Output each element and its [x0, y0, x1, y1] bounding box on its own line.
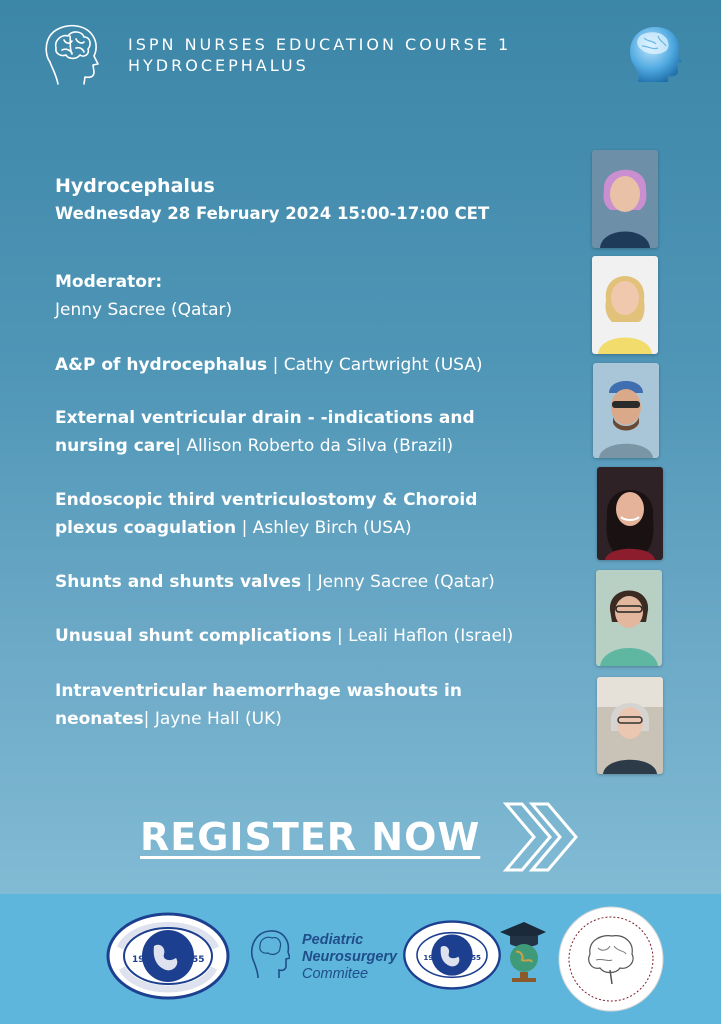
agenda-item: [55, 622, 575, 650]
event-date: Wednesday 28 February 2024 15:00-17:00 CET: [55, 204, 490, 223]
speaker-photo: [596, 570, 662, 666]
course-title: [128, 34, 511, 76]
speaker-photo: [592, 150, 658, 248]
agenda-item: [55, 404, 525, 460]
talk-speaker: Ashley Birch (USA): [252, 518, 412, 538]
wfns-logo: [106, 912, 230, 1000]
svg-text:19: 19: [423, 952, 434, 962]
pnc-line3: Commitee: [302, 966, 369, 982]
pnc-logo-text: [302, 932, 397, 983]
course-title-line2: HYDROCEPHALUS: [128, 56, 309, 75]
talk-topic: Unusual shunt complications: [55, 626, 332, 646]
svg-text:55: 55: [471, 952, 482, 962]
talk-topic: A&P of hydrocephalus: [55, 355, 268, 375]
speaker-photo: [593, 363, 659, 458]
moderator-name: Jenny Sacree (Qatar): [55, 300, 233, 320]
agenda-item: [55, 568, 575, 596]
pnc-line1: Pediatric: [302, 932, 364, 948]
talk-separator: |: [175, 436, 187, 456]
talk-topic: External ventricular drain - -indications and nursing care: [55, 408, 475, 456]
double-chevron-right-icon[interactable]: [502, 800, 584, 874]
pnc-head-icon: [246, 926, 290, 982]
talk-topic: Shunts and shunts valves: [55, 572, 302, 592]
talk-topic: Intraventricular haemorrhage washouts in neonates: [55, 681, 462, 729]
moderator-block: [55, 268, 575, 324]
talk-separator: |: [143, 709, 155, 729]
agenda-item: [55, 677, 495, 733]
talk-speaker: Cathy Cartwright (USA): [283, 355, 483, 375]
talk-separator: |: [331, 626, 349, 646]
graduation-globe-icon: [496, 918, 548, 984]
brain-head-3d-icon: [622, 22, 684, 84]
pnc-line2: Neurosurgery: [302, 949, 398, 965]
svg-text:55: 55: [192, 955, 205, 965]
brain-head-outline-icon: [40, 22, 102, 86]
talk-speaker: Leali Haflon (Israel): [348, 626, 514, 646]
talk-speaker: Allison Roberto da Silva (Brazil): [186, 436, 454, 456]
talk-separator: |: [267, 355, 284, 375]
footer-logos: [0, 894, 721, 1024]
svg-text:19: 19: [132, 955, 145, 965]
agenda-item: [55, 351, 575, 379]
event-title: Hydrocephalus: [55, 175, 215, 197]
speaker-photo: [597, 677, 663, 774]
talk-speaker: Jayne Hall (UK): [154, 709, 282, 729]
moderator-label: Moderator:: [55, 272, 163, 292]
talk-separator: |: [236, 518, 253, 538]
neurosurgery-seal-logo: [556, 904, 666, 1014]
wfns-logo: [402, 920, 502, 990]
talk-speaker: Jenny Sacree (Qatar): [317, 572, 495, 592]
speaker-photo: [597, 467, 663, 560]
course-title-line1: ISPN NURSES EDUCATION COURSE 1: [128, 35, 512, 54]
talk-separator: |: [301, 572, 318, 592]
agenda-item: [55, 486, 525, 542]
speaker-photo: [592, 256, 658, 354]
talk-topic: Endoscopic third ventriculostomy & Choroid plexus coagulation: [55, 490, 478, 538]
register-now-button[interactable]: REGISTER NOW: [140, 815, 481, 859]
